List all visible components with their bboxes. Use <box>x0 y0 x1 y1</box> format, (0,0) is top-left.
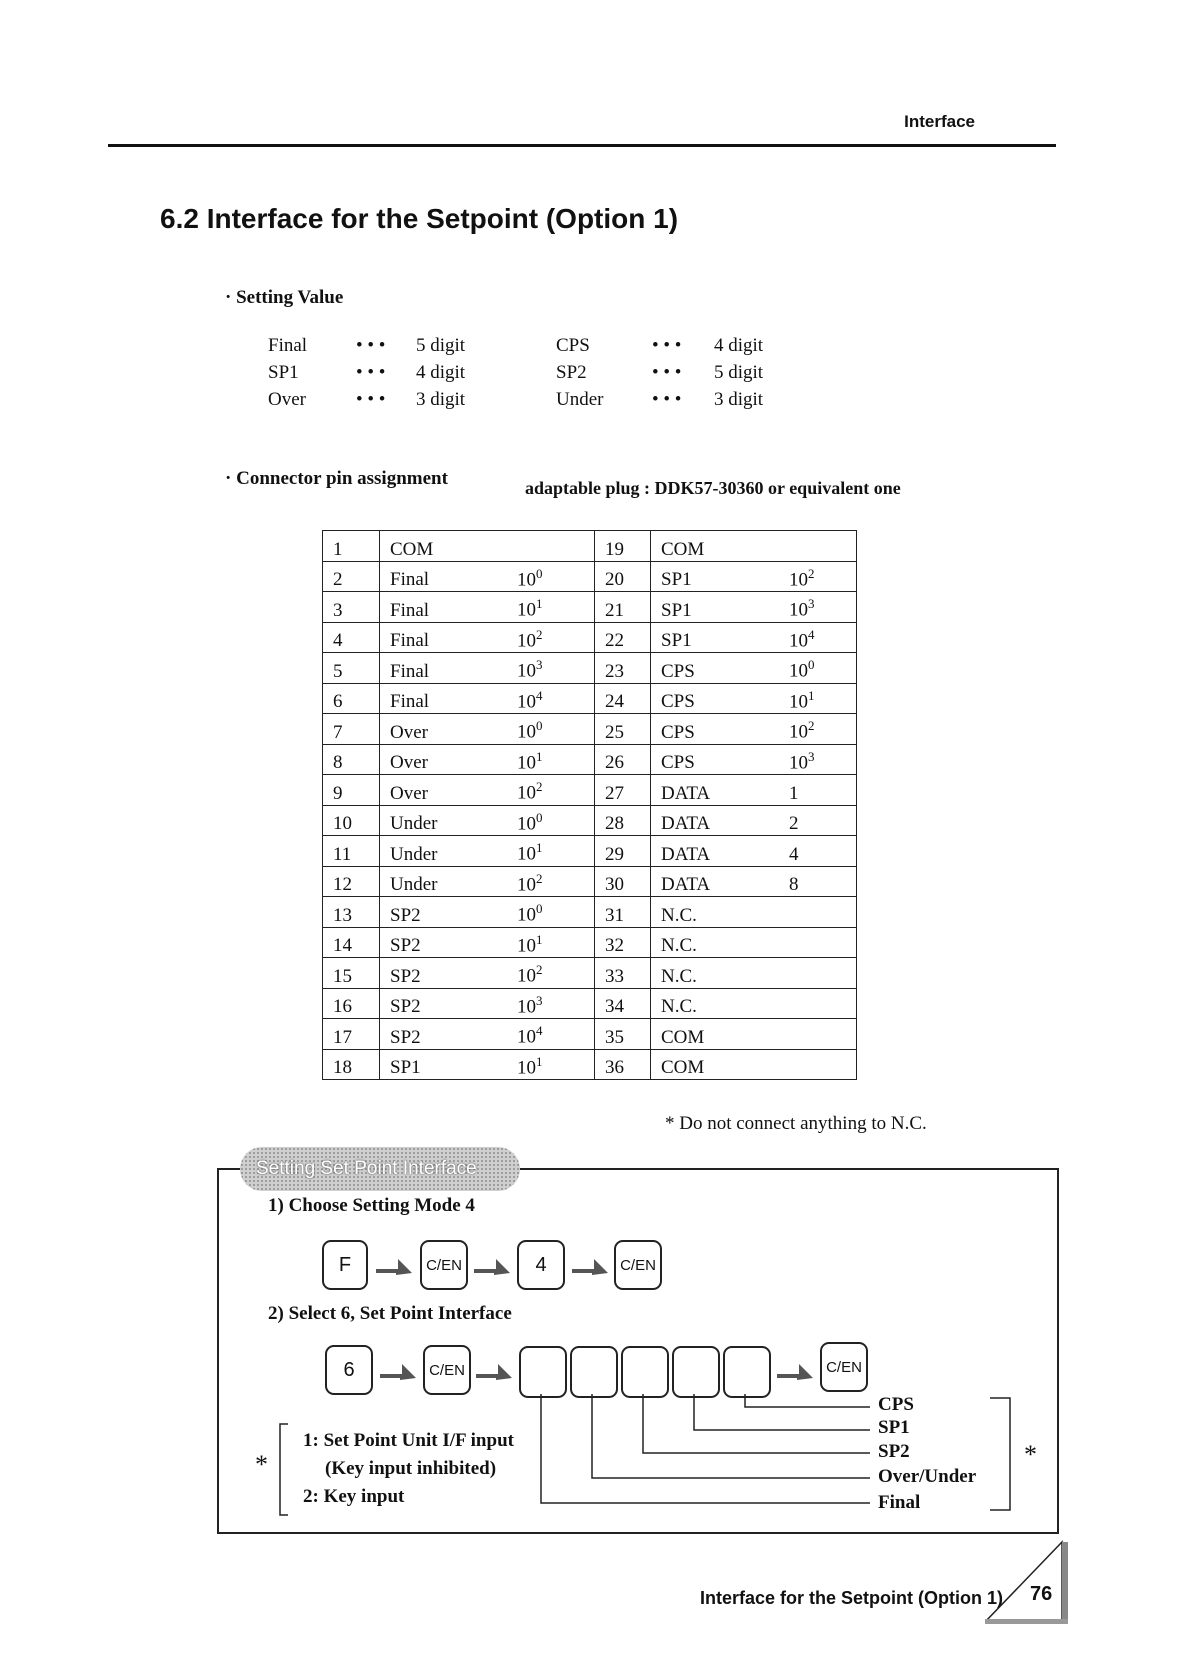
power-exponent: 0 <box>536 809 543 825</box>
pin-signal: Under <box>380 836 518 867</box>
pin-signal: COM <box>651 1049 790 1080</box>
power-exponent: 0 <box>536 565 543 581</box>
pin-signal: SP1 <box>651 622 790 653</box>
option-2: 2: Key input <box>303 1486 405 1507</box>
connector-heading: · Connector pin assignment <box>225 468 448 489</box>
power-exponent: 4 <box>536 1023 543 1039</box>
power-exponent: 2 <box>536 870 543 886</box>
setting-box-tab: Setting Set Point Interface <box>240 1147 520 1191</box>
pin-number: 17 <box>323 1019 380 1050</box>
setting-name: SP1 <box>268 361 299 383</box>
pin-signal: Final <box>380 622 518 653</box>
step2-text: 2) Select 6, Set Point Interface <box>268 1303 512 1324</box>
key-4[interactable]: 4 <box>517 1240 565 1290</box>
pin-signal: N.C. <box>651 958 790 989</box>
pin-number: 3 <box>323 592 380 623</box>
power-exponent: 1 <box>808 687 815 703</box>
power-base: 10 <box>789 599 808 621</box>
setting-name: Under <box>556 388 604 410</box>
pin-signal: Over <box>380 775 518 806</box>
footer-title: Interface for the Setpoint (Option 1) <box>700 1588 1004 1608</box>
asterisk-right: * <box>1024 1440 1037 1469</box>
pin-signal: SP2 <box>380 988 518 1019</box>
adaptable-plug-note: adaptable plug : DDK57-30360 or equivalent one <box>525 478 901 498</box>
pin-signal: CPS <box>651 653 790 684</box>
power-base: 10 <box>789 660 808 682</box>
pin-number: 15 <box>323 958 380 989</box>
pin-number: 22 <box>595 622 651 653</box>
power-base: 10 <box>517 813 536 834</box>
pin-number: 8 <box>323 744 380 775</box>
setting-digits: 5 digit <box>714 361 764 383</box>
digit-label-over-under: Over/Under <box>878 1466 977 1487</box>
header-section-label: Interface <box>904 112 975 131</box>
power-exponent: 1 <box>536 1053 543 1069</box>
page-corner-mark <box>985 1530 1070 1625</box>
pin-signal: DATA <box>651 836 790 867</box>
power-base: 10 <box>517 660 536 682</box>
power-base: 10 <box>517 904 536 926</box>
pin-signal: SP1 <box>651 592 790 623</box>
pin-signal: N.C. <box>651 988 790 1019</box>
power-base: 10 <box>789 691 808 712</box>
setting-name: Over <box>268 388 306 410</box>
power-exponent: 1 <box>536 748 543 764</box>
setting-value-heading: · Setting Value <box>225 287 344 308</box>
pin-signal: CPS <box>651 744 790 775</box>
pin-number: 13 <box>323 897 380 928</box>
power-exponent: 1 <box>536 596 543 612</box>
power-base: 10 <box>517 782 536 804</box>
pin-signal: Under <box>380 866 518 897</box>
pin-weight: 2 <box>789 805 857 836</box>
pin-signal: Final <box>380 653 518 684</box>
pin-signal: SP1 <box>651 561 790 592</box>
power-exponent: 1 <box>536 840 543 856</box>
power-base: 10 <box>517 630 536 651</box>
pin-number: 14 <box>323 927 380 958</box>
setting-name: Final <box>268 334 308 356</box>
pin-number: 16 <box>323 988 380 1019</box>
page-number: 76 <box>1030 1583 1053 1605</box>
pin-number: 30 <box>595 866 651 897</box>
pin-signal: Over <box>380 714 518 745</box>
power-exponent: 3 <box>808 596 815 612</box>
setting-name: SP2 <box>556 361 587 383</box>
power-base: 10 <box>789 752 808 773</box>
pin-number: 28 <box>595 805 651 836</box>
pin-number: 35 <box>595 1019 651 1050</box>
pin-signal: SP2 <box>380 927 518 958</box>
power-base: 10 <box>517 752 536 773</box>
setting-digits: 3 digit <box>416 388 466 410</box>
pin-number: 7 <box>323 714 380 745</box>
power-base: 10 <box>517 935 536 956</box>
setting-digits: 3 digit <box>714 388 764 410</box>
pin-number: 20 <box>595 561 651 592</box>
power-exponent: 0 <box>536 718 543 734</box>
dots: • • • <box>652 334 682 356</box>
setting-value-heading-text: Setting Value <box>236 287 344 308</box>
pin-signal: Over <box>380 744 518 775</box>
pin-number: 12 <box>323 866 380 897</box>
pin-number: 6 <box>323 683 380 714</box>
power-base: 10 <box>517 965 536 987</box>
pin-number: 27 <box>595 775 651 806</box>
step1-text: 1) Choose Setting Mode 4 <box>268 1195 475 1216</box>
digit-label-sp2: SP2 <box>878 1441 910 1462</box>
pin-number: 19 <box>595 531 651 562</box>
power-base: 10 <box>517 996 536 1017</box>
power-base: 10 <box>517 569 536 590</box>
power-exponent: 4 <box>536 687 543 703</box>
key-c-en[interactable]: C/EN <box>420 1240 468 1290</box>
power-base: 10 <box>789 721 808 743</box>
option-1: 1: Set Point Unit I/F input <box>303 1430 514 1451</box>
key-c-en[interactable]: C/EN <box>614 1240 662 1290</box>
pin-signal: SP2 <box>380 958 518 989</box>
pin-number: 2 <box>323 561 380 592</box>
pin-number: 1 <box>323 531 380 562</box>
power-base: 10 <box>789 630 808 651</box>
key-c-en[interactable]: C/EN <box>423 1345 471 1395</box>
power-base: 10 <box>789 569 808 590</box>
power-base: 10 <box>517 843 536 865</box>
power-exponent: 3 <box>536 992 543 1008</box>
power-exponent: 2 <box>536 626 543 642</box>
pin-number: 24 <box>595 683 651 714</box>
digit-label-cps: CPS <box>878 1394 914 1415</box>
digit-label-sp1: SP1 <box>878 1417 910 1438</box>
power-base: 10 <box>517 691 536 712</box>
asterisk-left: * <box>255 1450 268 1479</box>
power-exponent: 1 <box>536 931 543 947</box>
pin-signal: DATA <box>651 775 790 806</box>
pin-weight: 1 <box>789 775 857 806</box>
pin-signal: COM <box>380 531 518 562</box>
pin-number: 36 <box>595 1049 651 1080</box>
pin-weight: 8 <box>789 866 857 897</box>
power-exponent: 3 <box>536 657 543 673</box>
pin-signal: N.C. <box>651 927 790 958</box>
power-exponent: 2 <box>808 565 815 581</box>
power-exponent: 2 <box>808 718 815 734</box>
power-exponent: 2 <box>536 779 543 795</box>
pin-number: 10 <box>323 805 380 836</box>
pin-signal: DATA <box>651 805 790 836</box>
pin-signal: N.C. <box>651 897 790 928</box>
pin-signal: CPS <box>651 714 790 745</box>
pin-signal: COM <box>651 1019 790 1050</box>
key-c-en[interactable]: C/EN <box>820 1342 868 1392</box>
setting-digits: 4 digit <box>416 361 466 383</box>
page-title: 6.2 Interface for the Setpoint (Option 1) <box>160 203 679 234</box>
key-f[interactable]: F <box>322 1240 368 1290</box>
pin-weight: 4 <box>789 836 857 867</box>
nc-note: * Do not connect anything to N.C. <box>665 1113 927 1134</box>
power-base: 10 <box>517 874 536 895</box>
setting-digits: 5 digit <box>416 334 466 356</box>
option-1-note: (Key input inhibited) <box>325 1458 497 1479</box>
power-exponent: 0 <box>536 901 543 917</box>
pin-number: 5 <box>323 653 380 684</box>
dots: • • • <box>652 361 682 383</box>
connector-heading-text: Connector pin assignment <box>236 468 448 489</box>
pin-signal: Under <box>380 805 518 836</box>
pin-number: 4 <box>323 622 380 653</box>
dots: • • • <box>356 361 386 383</box>
dots: • • • <box>356 334 386 356</box>
dots: • • • <box>652 388 682 410</box>
pin-signal: SP2 <box>380 1019 518 1050</box>
pin-number: 34 <box>595 988 651 1019</box>
pin-signal: Final <box>380 561 518 592</box>
power-exponent: 4 <box>808 626 815 642</box>
pin-number: 18 <box>323 1049 380 1080</box>
pin-number: 23 <box>595 653 651 684</box>
pin-number: 11 <box>323 836 380 867</box>
pin-number: 21 <box>595 592 651 623</box>
pin-number: 33 <box>595 958 651 989</box>
key-6[interactable]: 6 <box>325 1345 373 1395</box>
pin-number: 9 <box>323 775 380 806</box>
pin-number: 26 <box>595 744 651 775</box>
digit-label-final: Final <box>878 1492 921 1513</box>
pin-signal: Final <box>380 592 518 623</box>
pin-number: 25 <box>595 714 651 745</box>
power-base: 10 <box>517 1057 536 1078</box>
power-base: 10 <box>517 721 536 743</box>
pin-number: 29 <box>595 836 651 867</box>
pin-signal: SP1 <box>380 1049 518 1080</box>
pin-signal: Final <box>380 683 518 714</box>
power-exponent: 2 <box>536 962 543 978</box>
power-exponent: 0 <box>808 657 815 673</box>
setting-name: CPS <box>556 334 590 356</box>
power-base: 10 <box>517 599 536 621</box>
pin-number: 31 <box>595 897 651 928</box>
power-base: 10 <box>517 1026 536 1048</box>
dots: • • • <box>356 388 386 410</box>
setting-digits: 4 digit <box>714 334 764 356</box>
pin-signal: SP2 <box>380 897 518 928</box>
pin-signal: COM <box>651 531 790 562</box>
pin-signal: CPS <box>651 683 790 714</box>
pin-signal: DATA <box>651 866 790 897</box>
power-exponent: 3 <box>808 748 815 764</box>
pin-number: 32 <box>595 927 651 958</box>
